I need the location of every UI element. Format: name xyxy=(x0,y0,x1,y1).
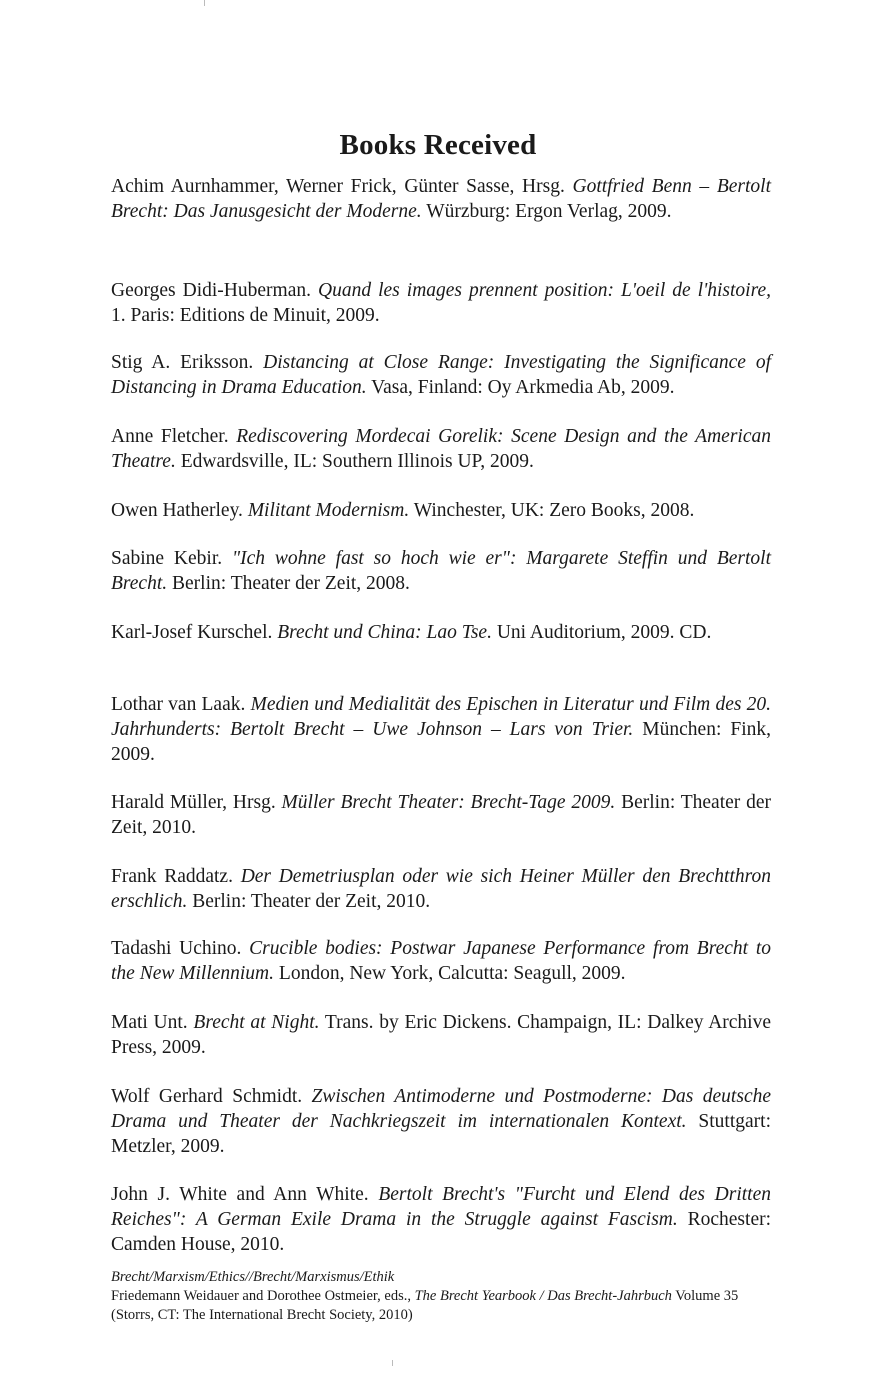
book-title: Quand les images prennent position: L'oeil de l'histoire, xyxy=(318,280,771,301)
entry-text: Wolf Gerhard Schmidt. xyxy=(111,1086,312,1107)
entry-text: Vasa, Finland: Oy Arkmedia Ab, 2009. xyxy=(366,377,675,398)
entry-text: 1. Paris: Editions de Minuit, 2009. xyxy=(111,305,380,326)
entry-text: Rochester: Camden House, 2010. xyxy=(111,1209,772,1255)
book-entry xyxy=(111,620,771,645)
scan-mark xyxy=(204,0,205,6)
book-title: Militant Modernism. xyxy=(247,500,410,521)
page-title: Books Received xyxy=(339,129,537,162)
book-title: Bertolt Brecht's "Furcht und Elend des Dritten Reiches": A German Exile Drama in the Struggle against Fascism. xyxy=(111,1184,771,1230)
book-entry xyxy=(111,546,771,596)
entry-text: Tadashi Uchino. xyxy=(111,938,250,959)
book-title: Distancing at Close Range: Investigating the Significance of Distancing in Drama Education. xyxy=(111,352,771,398)
entry-text: Harald Müller, Hrsg. xyxy=(111,792,282,813)
book-entry xyxy=(111,936,771,986)
book-title: Rediscovering Mordecai Gorelik: Scene Design and the American Theatre. xyxy=(111,426,771,472)
book-title: Crucible bodies: Postwar Japanese Performance from Brecht to the New Millennium. xyxy=(111,938,771,984)
book-entry xyxy=(111,1010,771,1060)
entry-text: Winchester, UK: Zero Books, 2008. xyxy=(409,500,695,521)
entry-text: Uni Auditorium, 2009. CD. xyxy=(491,622,712,643)
book-title: Brecht at Night. xyxy=(193,1012,320,1033)
entry-text: Mati Unt. xyxy=(111,1012,194,1033)
entry-text: Trans. by Eric Dickens. Champaign, IL: Dalkey Archive Press, 2009. xyxy=(111,1012,771,1058)
entry-text: Würzburg: Ergon Verlag, 2009. xyxy=(421,201,672,222)
entry-text: Berlin: Theater der Zeit, 2008. xyxy=(167,573,410,594)
book-entry xyxy=(111,692,771,767)
scan-mark xyxy=(392,1360,393,1366)
entry-text: Berlin: Theater der Zeit, 2010. xyxy=(111,792,771,838)
book-entry xyxy=(111,1182,771,1257)
entry-text: Berlin: Theater der Zeit, 2010. xyxy=(187,891,431,912)
page-footer xyxy=(111,1268,775,1325)
entry-text: Stuttgart: Metzler, 2009. xyxy=(111,1111,771,1157)
book-entry xyxy=(111,278,771,328)
entry-text: Frank Raddatz. xyxy=(111,866,241,887)
citation-text: Friedemann Weidauer and Dorothee Ostmeier, eds., xyxy=(111,1288,415,1304)
book-entry xyxy=(111,790,771,840)
entry-text: Karl-Josef Kurschel. xyxy=(111,622,278,643)
book-entry xyxy=(111,498,771,523)
book-title: Medien und Medialität des Epischen in Literatur und Film des 20. Jahrhunderts: Bertolt Brecht – Uwe Johnson – Lars von Trier. xyxy=(111,694,772,740)
book-title: Zwischen Antimoderne und Postmoderne: Das deutsche Drama und Theater der Nachkriegszeit im internationalen Kontext. xyxy=(111,1086,772,1132)
entry-text: München: Fink, 2009. xyxy=(111,719,771,765)
entry-text: Lothar van Laak. xyxy=(111,694,251,715)
book-title: Brecht und China: Lao Tse. xyxy=(277,622,492,643)
book-title: Müller Brecht Theater: Brecht-Tage 2009. xyxy=(281,792,616,813)
book-title: Der Demetriusplan oder wie sich Heiner Müller den Brechtthron erschlich. xyxy=(111,866,771,912)
citation xyxy=(111,1287,775,1325)
entry-text: Owen Hatherley. xyxy=(111,500,248,521)
yearbook-title: The Brecht Yearbook / Das Brecht-Jahrbuch xyxy=(414,1288,672,1304)
entry-text: John J. White and Ann White. xyxy=(111,1184,379,1205)
book-entry xyxy=(111,174,771,224)
entry-text: Sabine Kebir. xyxy=(111,548,232,569)
entry-text: Georges Didi-Huberman. xyxy=(111,280,318,301)
entry-text: Stig A. Eriksson. xyxy=(111,352,264,373)
entry-text: Edwardsville, IL: Southern Illinois UP, 2009. xyxy=(175,451,534,472)
entry-text: Anne Fletcher. xyxy=(111,426,237,447)
citation-text: Volume 35 (Storrs, CT: The International Brecht Society, 2010) xyxy=(111,1288,739,1323)
book-title: "Ich wohne fast so hoch wie er": Margarete Steffin und Bertolt Brecht. xyxy=(111,548,771,594)
entry-text: London, New York, Calcutta: Seagull, 2009. xyxy=(274,963,626,984)
entry-text: Achim Aurnhammer, Werner Frick, Günter Sasse, Hrsg. xyxy=(111,176,573,197)
book-entry xyxy=(111,350,771,400)
book-entry xyxy=(111,424,771,474)
book-entry xyxy=(111,864,771,914)
book-title: Gottfried Benn – Bertolt Brecht: Das Janusgesicht der Moderne. xyxy=(111,176,771,222)
running-head: Brecht/Marxism/Ethics//Brecht/Marxismus/Ethik xyxy=(111,1269,395,1285)
book-entry xyxy=(111,1084,771,1159)
